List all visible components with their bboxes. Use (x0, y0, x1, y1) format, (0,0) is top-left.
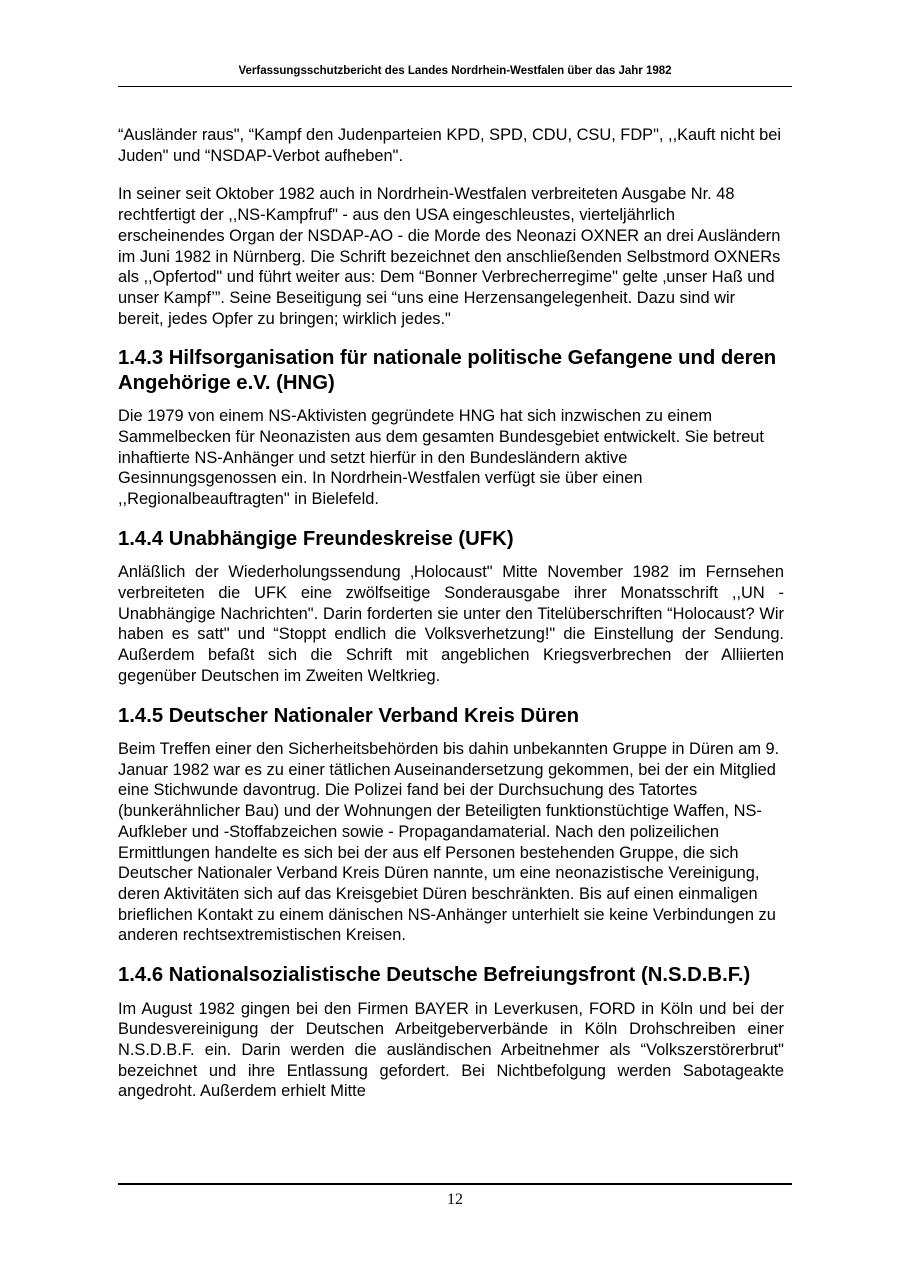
footer-divider (118, 1183, 792, 1185)
section-heading-dnv-dueren: 1.4.5 Deutscher Nationaler Verband Kreis Düren (118, 704, 580, 727)
page-number: 12 (447, 1191, 463, 1208)
running-header: Verfassungsschutzbericht des Landes Nordrhein-Westfalen über das Jahr 1982 (238, 65, 672, 77)
section-heading-ufk: 1.4.4 Unabhängige Freundeskreise (UFK) (118, 527, 514, 550)
section-heading-hng: 1.4.3 Hilfsorganisation für nationale politische Gefangene und deren Angehörige e.V. (HNG) (118, 347, 777, 394)
intro-paragraph-2: In seiner seit Oktober 1982 auch in Nordrhein-Westfalen verbreiteten Ausgabe Nr. 48 rechtfertigt der ,,NS-Kampfruf" - aus den USA eingeschleustes, vierteljährlich erscheinendes Organ der NSDAP-AO - die Morde des Neonazi OXNER an drei Ausländern im Juni 1982 in Nürnberg. Die Schrift bezeichnet den anschließenden Selbstmord OXNERs als ,,Opfertod" und führt weiter aus: Dem “Bonner Verbrecherregime" gelte ‚unser Haß und unser Kampf’”. Seine Beseitigung sei “uns eine Herzensangelegenheit. Dazu sind wir bereit, jedes Opfer zu bringen; wirklich jedes." (118, 185, 781, 328)
header-divider (118, 86, 792, 87)
section-text-ufk: Anläßlich der Wiederholungssendung ‚Holocaust" Mitte November 1982 im Fernsehen verbreiteten die UFK eine zwölfseitige Sonderausgabe ihrer Monatsschrift ,,UN - Unabhängige Nachrichten". Darin forderten sie unter den Titelüberschriften “Holocaust? Wir haben es satt" und “Stoppt endlich die Volksverhetzung!" die Einstellung der Sendung. Außerdem befaßt sich die Schrift mit angeblichen Kriegsverbrechen der Alliierten gegenüber Deutschen im Zweiten Weltkrieg. (118, 563, 784, 685)
intro-paragraph-1: “Ausländer raus", “Kampf den Judenparteien KPD, SPD, CDU, CSU, FDP", ,,Kauft nicht bei Juden" und “NSDAP-Verbot aufheben". (118, 126, 781, 165)
section-text-dnv-dueren: Beim Treffen einer den Sicherheitsbehörden bis dahin unbekannten Gruppe in Düren am 9. Januar 1982 war es zu einer tätlichen Auseinandersetzung gekommen, bei der ein Mitglied eine Stichwunde davontrug. Die Polizei fand bei der Durchsuchung des Tatortes (bunkerähnlicher Bau) und der Wohnungen der Beteiligten funktionstüchtige Waffen, NS-Aufkleber und -Stoffabzeichen sowie - Propagandamaterial. Nach den polizeilichen Ermittlungen handelte es sich bei der aus elf Personen bestehenden Gruppe, die sich Deutscher Nationaler Verband Kreis Düren nannte, um eine neonazistische Vereinigung, deren Aktivitäten sich auf das Kreisgebiet Düren beschränkten. Bis auf einen einmaligen brieflichen Kontakt zu einem dänischen NS-Anhänger unterhielt sie keine Verbindungen zu anderen rechtsextremistischen Kreisen. (118, 740, 780, 945)
section-text-hng: Die 1979 von einem NS-Aktivisten gegründete HNG hat sich inzwischen zu einem Sammelbecken für Neonazisten aus dem gesamten Bundesgebiet entwickelt. Sie betreut inhaftierte NS-Anhänger und setzt hierfür in den Bundesländern aktive Gesinnungsgenossen ein. In Nordrhein-Westfalen verfügt sie über einen ,,Regionalbeauftragten" in Bielefeld. (118, 407, 764, 509)
section-text-nsdbf: Im August 1982 gingen bei den Firmen BAYER in Leverkusen, FORD in Köln und bei der Bundesvereinigung der Deutschen Arbeitgeberverbände in Köln Drohschreiben einer N.S.D.B.F. ein. Darin werden die ausländischen Arbeitnehmer als “Volkszerstörerbrut" bezeichnet und ihre Entlassung gefordert. Bei Nichtbefolgung werden Sabotageakte angedroht. Außerdem erhielt Mitte (118, 999, 784, 1101)
section-heading-nsdbf: 1.4.6 Nationalsozialistische Deutsche Befreiungsfront (N.S.D.B.F.) (118, 964, 751, 987)
page-body (118, 125, 784, 1102)
